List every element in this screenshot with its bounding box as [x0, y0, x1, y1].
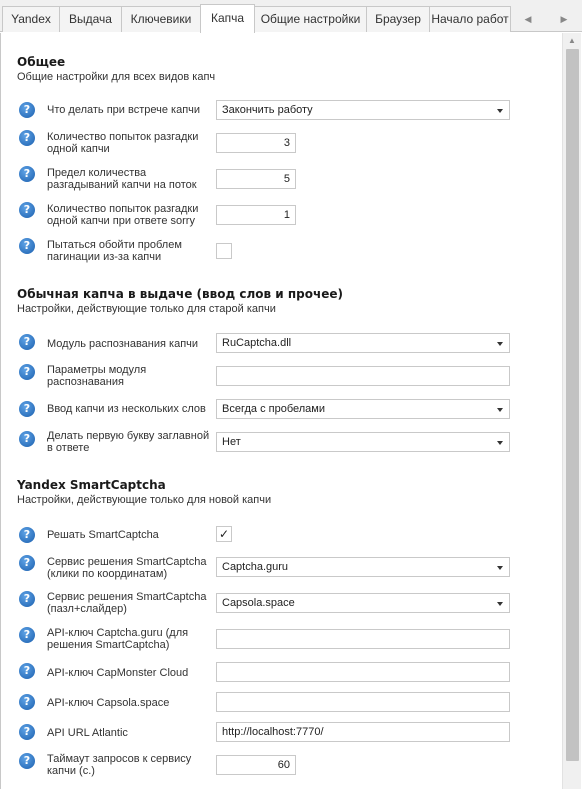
capital-letter-value: Нет: [222, 436, 241, 448]
help-icon[interactable]: ?: [19, 591, 35, 607]
on-captcha-value: Закончить работу: [222, 104, 313, 116]
atlantic-url-label: API URL Atlantic: [47, 727, 128, 739]
on-captcha-select[interactable]: [216, 100, 510, 120]
scroll-up-icon[interactable]: ▲: [568, 36, 576, 45]
attempts-label: Количество попыток разгадки одной капчи: [47, 131, 199, 155]
help-icon[interactable]: ?: [19, 663, 35, 679]
multi-words-select[interactable]: [216, 399, 510, 419]
chevron-down-icon: [497, 408, 503, 412]
help-icon[interactable]: ?: [19, 753, 35, 769]
help-icon[interactable]: ?: [19, 130, 35, 146]
attempts-input[interactable]: 3: [216, 133, 296, 153]
help-icon[interactable]: ?: [19, 627, 35, 643]
vertical-scrollbar[interactable]: [562, 33, 581, 789]
limit-input[interactable]: 5: [216, 169, 296, 189]
tab-vydacha[interactable]: Выдача: [59, 6, 122, 32]
atlantic-url-input[interactable]: http://localhost:7770/: [216, 722, 510, 742]
tab-scroll-left-icon[interactable]: ◀: [524, 13, 532, 24]
help-icon[interactable]: ?: [19, 724, 35, 740]
tab-start-work[interactable]: Начало работ: [429, 6, 511, 32]
help-icon[interactable]: ?: [19, 102, 35, 118]
tab-captcha[interactable]: Капча: [200, 4, 255, 33]
module-params-input[interactable]: [216, 366, 510, 386]
guru-key-input[interactable]: [216, 629, 510, 649]
tab-yandex[interactable]: Yandex: [2, 6, 60, 32]
solve-smartcaptcha-label: Решать SmartCaptcha: [47, 529, 159, 541]
module-label: Модуль распознавания капчи: [47, 338, 199, 350]
section-title-general: Общее: [17, 55, 66, 69]
guru-key-label: API-ключ Captcha.guru (для решения SmartCaptcha): [47, 627, 189, 651]
help-icon[interactable]: ?: [19, 527, 35, 543]
limit-label: Предел количества разгадываний капчи на поток: [47, 167, 197, 191]
help-icon[interactable]: ?: [19, 364, 35, 380]
pagination-checkbox[interactable]: [216, 243, 232, 259]
chevron-down-icon: [497, 441, 503, 445]
tab-scroll-right-icon[interactable]: ▶: [560, 13, 568, 24]
section-subtitle-general: Общие настройки для всех видов капч: [17, 71, 216, 83]
multi-words-value: Всегда с пробелами: [222, 403, 325, 415]
capmonster-key-input[interactable]: [216, 662, 510, 682]
sorry-attempts-input[interactable]: 1: [216, 205, 296, 225]
service-puzzle-label: Сервис решения SmartCaptcha (пазл+слайдер): [47, 591, 207, 615]
help-icon[interactable]: ?: [19, 694, 35, 710]
service-click-select[interactable]: [216, 557, 510, 577]
capmonster-key-label: API-ключ CapMonster Cloud: [47, 667, 189, 679]
tab-general-settings[interactable]: Общие настройки: [254, 6, 367, 32]
help-icon[interactable]: ?: [19, 401, 35, 417]
capital-letter-select[interactable]: [216, 432, 510, 452]
service-puzzle-value: Capsola.space: [222, 597, 295, 609]
multi-words-label: Ввод капчи из нескольких слов: [47, 403, 206, 415]
timeout-label: Таймаут запросов к сервису капчи (с.): [47, 753, 192, 777]
capital-letter-label: Делать первую букву заглавной в ответе: [47, 430, 210, 454]
capsola-key-input[interactable]: [216, 692, 510, 712]
tab-scroll-arrows: [510, 6, 582, 32]
module-params-label: Параметры модуля распознавания: [47, 364, 147, 388]
module-select[interactable]: [216, 333, 510, 353]
tab-browser[interactable]: Браузер: [366, 6, 430, 32]
tab-bar: [0, 0, 582, 32]
chevron-down-icon: [497, 602, 503, 606]
help-icon[interactable]: ?: [19, 334, 35, 350]
scroll-thumb[interactable]: [566, 49, 579, 761]
help-icon[interactable]: ?: [19, 238, 35, 254]
timeout-input[interactable]: 60: [216, 755, 296, 775]
tab-keywords[interactable]: Ключевики: [121, 6, 201, 32]
on-captcha-label: Что делать при встрече капчи: [47, 104, 201, 116]
section-title-smartcaptcha: Yandex SmartCaptcha: [17, 478, 166, 492]
help-icon[interactable]: ?: [19, 431, 35, 447]
help-icon[interactable]: ?: [19, 202, 35, 218]
help-icon[interactable]: ?: [19, 555, 35, 571]
solve-smartcaptcha-checkbox[interactable]: ✓: [216, 526, 232, 542]
sorry-attempts-label: Количество попыток разгадки одной капчи при ответе sorry: [47, 203, 199, 227]
pagination-label: Пытаться обойти проблем пагинации из-за капчи: [47, 239, 182, 263]
module-value: RuCaptcha.dll: [222, 337, 292, 349]
chevron-down-icon: [497, 342, 503, 346]
help-icon[interactable]: ?: [19, 166, 35, 182]
service-click-value: Captcha.guru: [222, 561, 289, 573]
section-title-ordinary: Обычная капча в выдаче (ввод слов и прочее): [17, 287, 343, 301]
section-subtitle-ordinary: Настройки, действующие только для старой капчи: [17, 303, 276, 315]
chevron-down-icon: [497, 566, 503, 570]
service-click-label: Сервис решения SmartCaptcha (клики по координатам): [47, 556, 207, 580]
service-puzzle-select[interactable]: [216, 593, 510, 613]
captcha-settings-panel: [0, 33, 582, 789]
chevron-down-icon: [497, 109, 503, 113]
capsola-key-label: API-ключ Capsola.space: [47, 697, 170, 709]
section-subtitle-smartcaptcha: Настройки, действующие только для новой капчи: [17, 494, 272, 506]
